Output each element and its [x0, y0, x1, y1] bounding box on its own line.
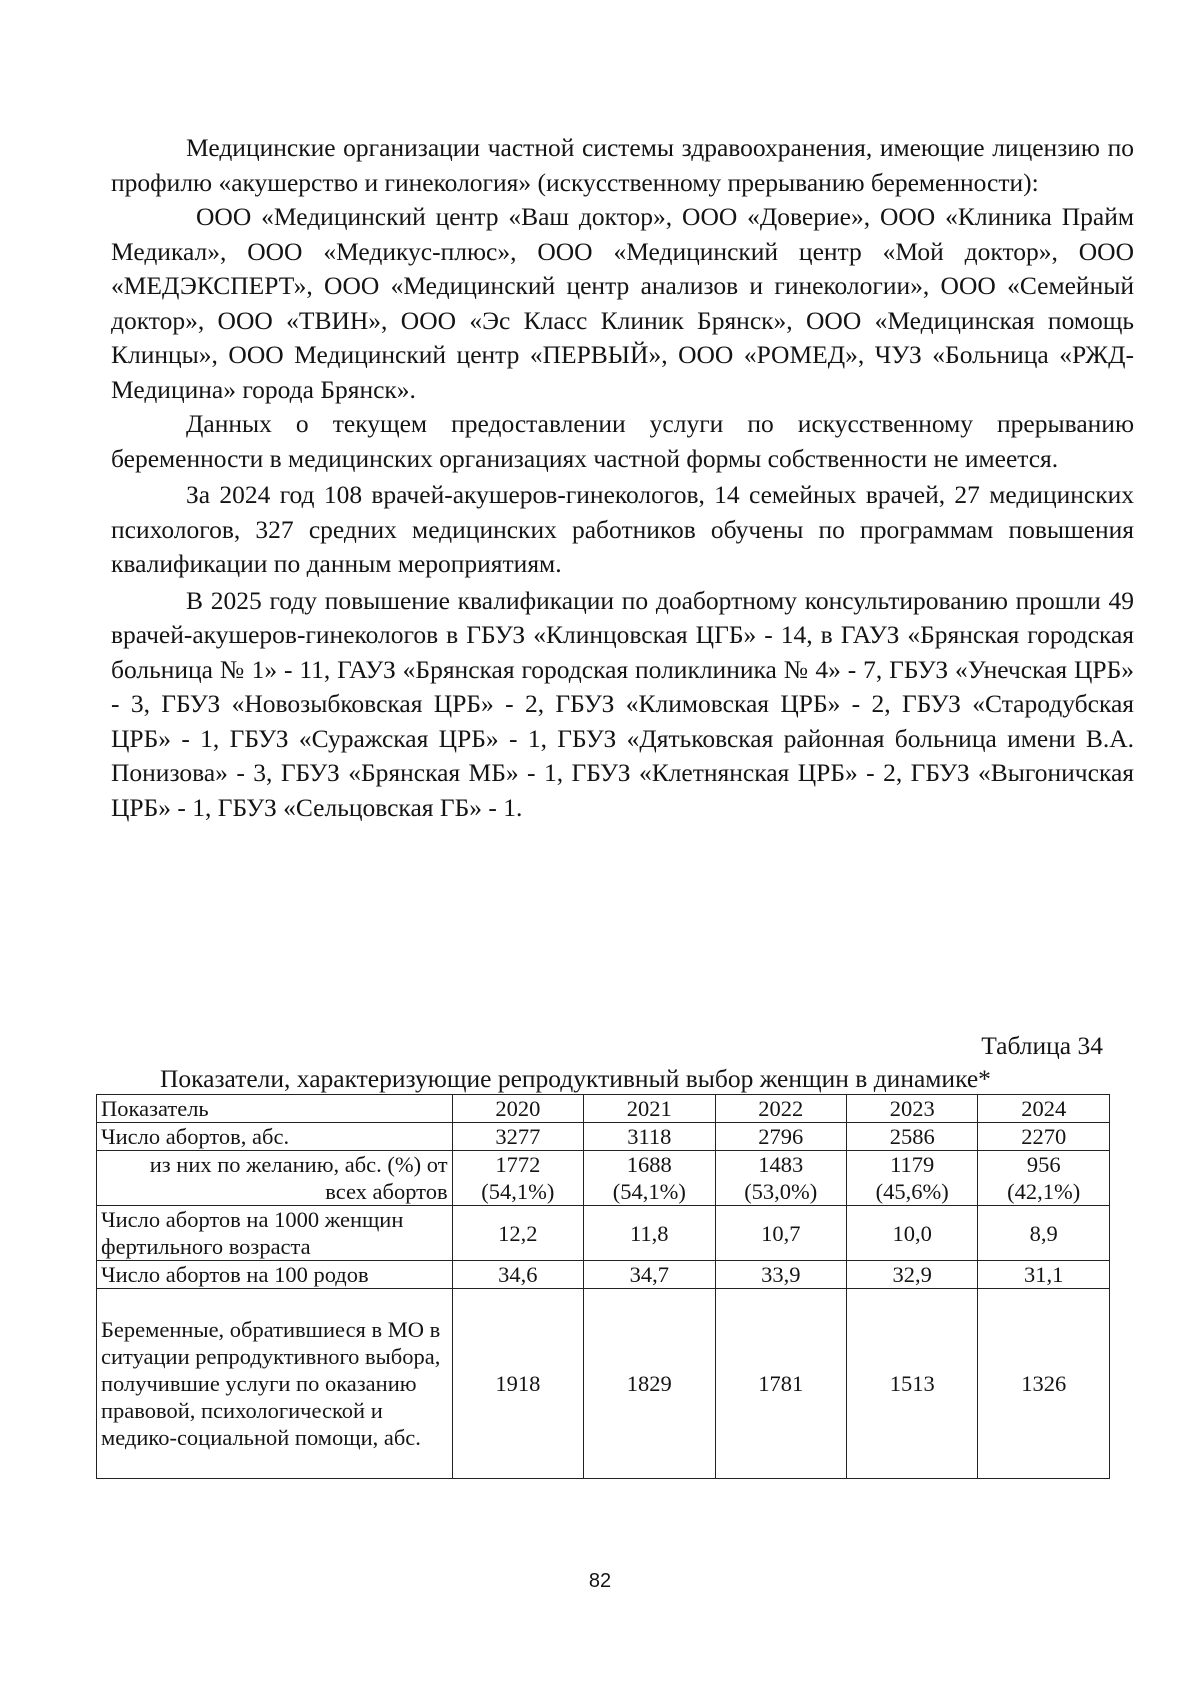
table-cell: 10,7	[715, 1206, 846, 1261]
table-row-abortions-per-1000	[97, 1206, 1110, 1261]
table-row-abortions-per-100-births	[97, 1261, 1110, 1289]
table-cell: 11,8	[584, 1206, 715, 1261]
table-cell: 2270	[978, 1123, 1110, 1151]
header-indicator: Показатель	[97, 1095, 453, 1123]
header-year: 2024	[978, 1095, 1110, 1123]
table-cell: 12,2	[452, 1206, 583, 1261]
table-cell: 1829	[584, 1289, 715, 1479]
paragraph-training-2025: В 2025 году повышение квалификации по доабортному консультированию прошли 49 врачей-акушеров-гинекологов в ГБУЗ «Клинцовская ЦГБ» - 14, в ГАУЗ «Брянская городская больница № 1» - 11, ГАУЗ «Брянская городская поликлиника № 4» - 7, ГБУЗ «Унечская ЦРБ» - 3, ГБУЗ «Новозыбковская ЦРБ» - 2, ГБУЗ «Климовская ЦРБ» - 2, ГБУЗ «Стародубская ЦРБ» - 1, ГБУЗ «Суражская ЦРБ» - 1, ГБУЗ «Дятьковская районная больница имени В.А. Понизова» - 3, ГБУЗ «Брянская МБ» - 1, ГБУЗ «Клетнянская ЦРБ» - 2, ГБУЗ «Выгоничская ЦРБ» - 1, ГБУЗ «Сельцовская ГБ» - 1.	[111, 585, 1134, 822]
table-cell: 34,6	[452, 1261, 583, 1289]
row-label: Число абортов, абс.	[97, 1123, 453, 1151]
table-cell: 1179 (45,6%)	[846, 1151, 977, 1206]
table-cell: 33,9	[715, 1261, 846, 1289]
row-label-line2: всех абортов	[325, 1179, 448, 1204]
table-row-pregnant-counseling	[97, 1289, 1110, 1479]
table-row-abortions-voluntary	[97, 1151, 1110, 1206]
table-cell: 1483 (53,0%)	[715, 1151, 846, 1206]
header-year: 2022	[715, 1095, 846, 1123]
paragraph-no-data: Данных о текущем предоставлении услуги по искусственному прерыванию беременности в медицинских организациях частной формы собственности не имеется.	[111, 409, 1134, 473]
paragraph-licensed-organizations-intro: Медицинские организации частной системы здравоохранения, имеющие лицензию по профилю «акушерство и гинекология» (искусственному прерыванию беременности):	[111, 133, 1134, 197]
table-number-label: Таблица 34	[981, 1031, 1103, 1060]
table-cell: 32,9	[846, 1261, 977, 1289]
table-cell: 3277	[452, 1123, 583, 1151]
reproductive-choice-table	[96, 1094, 1110, 1479]
header-year: 2023	[846, 1095, 977, 1123]
table-cell: 1781	[715, 1289, 846, 1479]
row-label	[97, 1151, 453, 1206]
table-cell: 31,1	[978, 1261, 1110, 1289]
row-label-line1: из них по желанию, абс. (%) от	[149, 1152, 448, 1177]
row-label: Число абортов на 100 родов	[97, 1261, 453, 1289]
table-cell: 10,0	[846, 1206, 977, 1261]
row-label: Беременные, обратившиеся в МО в ситуации репродуктивного выбора, получившие услуги по оказанию правовой, психологической и медико-социальной помощи, абс.	[97, 1289, 453, 1479]
table-cell: 2796	[715, 1123, 846, 1151]
body-text	[111, 131, 1134, 825]
table-cell: 1918	[452, 1289, 583, 1479]
table-cell: 1688 (54,1%)	[584, 1151, 715, 1206]
table-cell: 3118	[584, 1123, 715, 1151]
page-number: 82	[588, 1570, 612, 1592]
table-cell: 2586	[846, 1123, 977, 1151]
table-cell: 1326	[978, 1289, 1110, 1479]
table-header-row	[97, 1095, 1110, 1123]
table-cell: 34,7	[584, 1261, 715, 1289]
table-cell: 8,9	[978, 1206, 1110, 1261]
paragraph-training-2024: За 2024 год 108 врачей-акушеров-гинекологов, 14 семейных врачей, 27 медицинских психологов, 327 средних медицинских работников обучены по программам повышения квалификации по данным мероприятиям.	[111, 480, 1134, 578]
header-year: 2021	[584, 1095, 715, 1123]
table-cell: 1772 (54,1%)	[452, 1151, 583, 1206]
table-row-abortions-total	[97, 1123, 1110, 1151]
header-year: 2020	[452, 1095, 583, 1123]
table-cell: 956 (42,1%)	[978, 1151, 1110, 1206]
table-cell: 1513	[846, 1289, 977, 1479]
table-title: Показатели, характеризующие репродуктивный выбор женщин в динамике*	[160, 1064, 991, 1093]
row-label: Число абортов на 1000 женщин фертильного возраста	[97, 1206, 453, 1261]
paragraph-organizations-list: ООО «Медицинский центр «Ваш доктор», ООО «Доверие», ООО «Клиника Прайм Медикал», ООО «Медикус-плюс», ООО «Медицинский центр «Мой доктор», ООО «МЕДЭКСПЕРТ», ООО «Медицинский центр анализов и гинекологии», ООО «Семейный доктор», ООО «ТВИН», ООО «Эс Класс Клиник Брянск», ООО «Медицинская помощь Клинцы», ООО Медицинский центр «ПЕРВЫЙ», ООО «РОМЕД», ЧУЗ «Больница «РЖД-Медицина» города Брянск».	[111, 202, 1134, 404]
